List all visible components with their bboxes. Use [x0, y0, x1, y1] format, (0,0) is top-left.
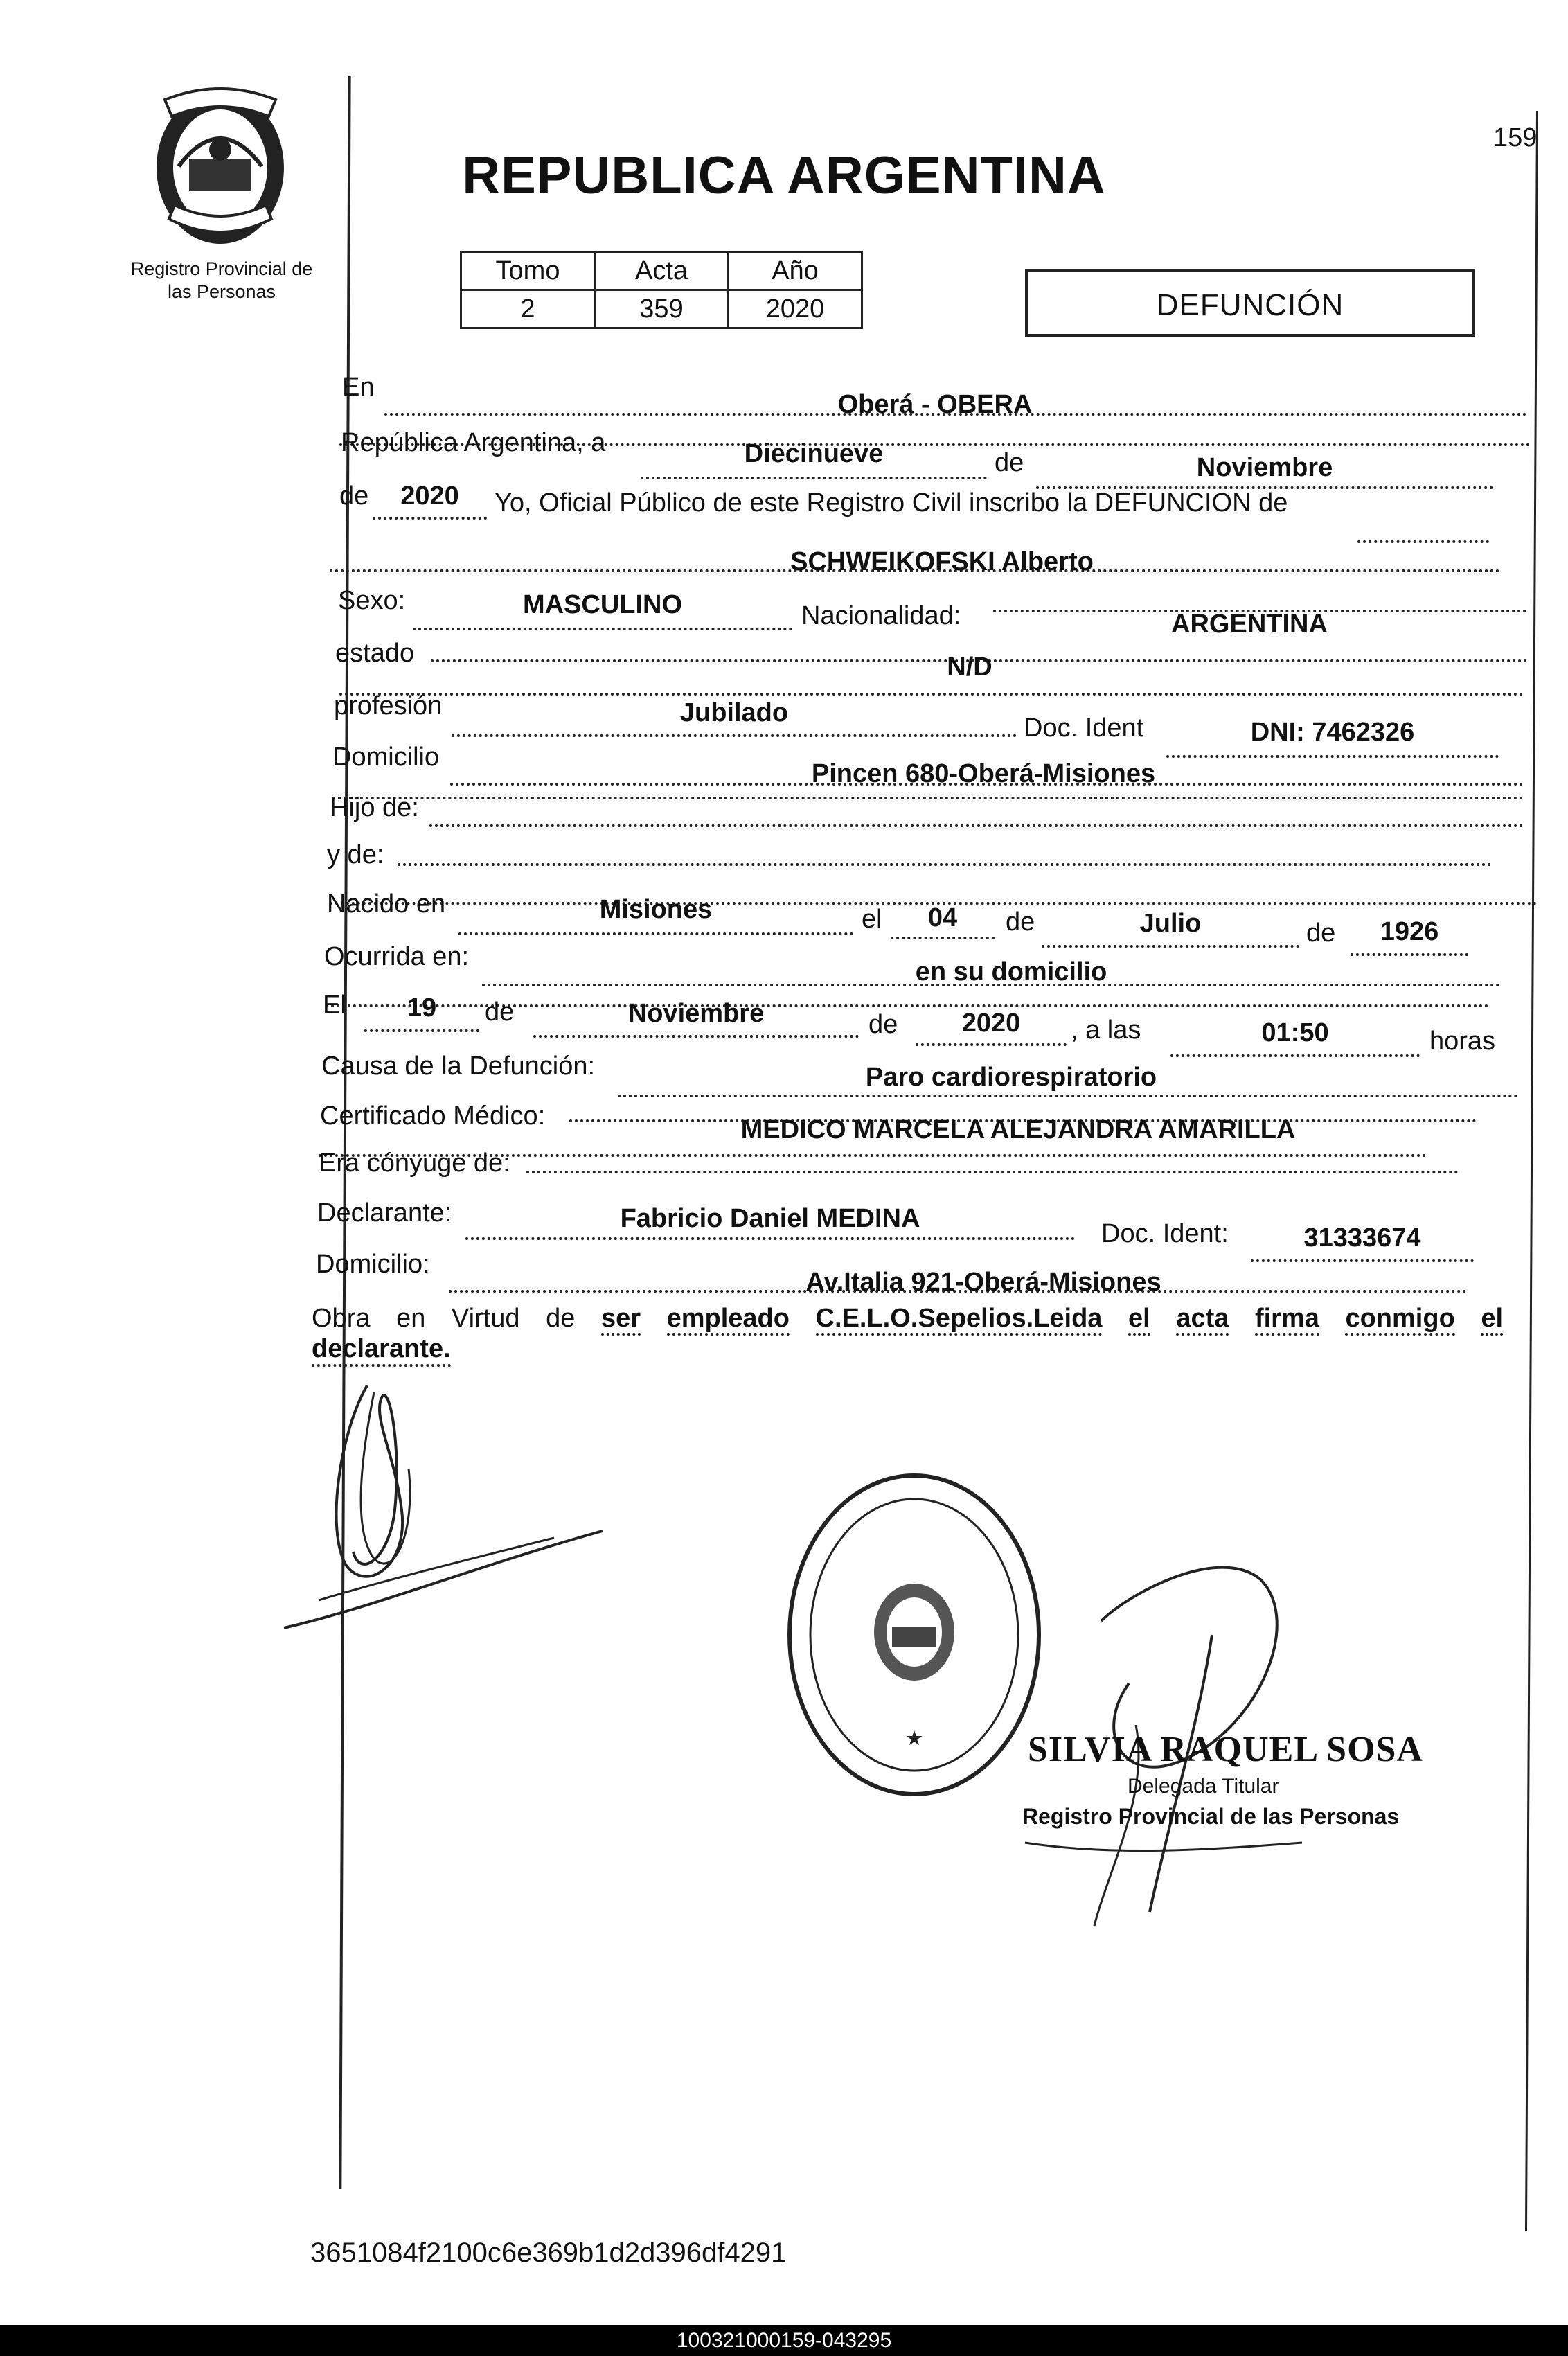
obra-word-3: Virtud [451, 1304, 520, 1333]
label-domicilio-declarante: Domicilio: [316, 1250, 430, 1279]
obra-value-3: C.E.L.O.Sepelios.Leida [816, 1304, 1103, 1336]
line-profesion [452, 734, 1017, 737]
official-name: SILVIA RAQUEL SOSA [1028, 1730, 1423, 1769]
svg-text:★: ★ [906, 1728, 923, 1748]
obra-value-end: declarante. [312, 1334, 451, 1367]
label-de-anio: de [339, 481, 369, 511]
line-fallec-anio [916, 1043, 1067, 1046]
obra-value-7: conmigo [1345, 1304, 1454, 1336]
value-nacido-mes: Julio [1139, 909, 1202, 938]
ref-value-anio: 2020 [729, 290, 862, 328]
label-nacido-en: Nacido en [327, 889, 446, 919]
ref-header-tomo: Tomo [461, 252, 595, 290]
line-domicilio-continued [332, 797, 1524, 799]
line-nacido-anio [1351, 953, 1468, 956]
value-declarante: Fabricio Daniel MEDINA [620, 1204, 920, 1233]
label-ocurrida-en: Ocurrida en: [324, 942, 470, 971]
obra-word-4: de [546, 1304, 576, 1333]
value-mes: Noviembre [1196, 453, 1333, 482]
value-estado: N/D [947, 653, 992, 682]
reference-table [460, 251, 863, 329]
label-de-mes: de [995, 448, 1024, 477]
value-fallec-mes: Noviembre [627, 999, 765, 1028]
obra-word-2: en [396, 1304, 426, 1333]
label-certificado: Certificado Médico: [320, 1101, 546, 1131]
label-doc-ident: Doc. Ident [1024, 714, 1144, 743]
ref-header-acta: Acta [595, 252, 729, 290]
page-number: 159 [1493, 123, 1538, 152]
value-fallec-dia: 19 [407, 993, 437, 1022]
line-declarante [465, 1237, 1075, 1240]
value-certificado: MEDICO MARCELA ALEJANDRA AMARILLA [740, 1115, 1296, 1144]
province-logo [151, 83, 289, 249]
value-fallec-anio: 2020 [961, 1009, 1021, 1038]
line-dia [641, 477, 987, 479]
obra-value-4: el [1128, 1304, 1150, 1336]
value-domicilio-declarante: Av.Italia 921-Oberá-Misiones [805, 1268, 1161, 1297]
label-conyuge: Era cónyuge de: [319, 1149, 510, 1178]
obra-value-5: acta [1176, 1304, 1229, 1336]
label-nacionalidad: Nacionalidad: [801, 601, 961, 630]
footer-id-bar: 100321000159-043295 [0, 2325, 1568, 2356]
label-horas: horas [1429, 1027, 1496, 1056]
line-nacido-en [458, 932, 853, 935]
line-causa [618, 1095, 1518, 1097]
right-margin-line [1525, 111, 1538, 2231]
line-yo-oficial-end [1357, 540, 1489, 543]
label-causa: Causa de la Defunción: [321, 1052, 596, 1081]
value-sexo: MASCULINO [522, 590, 683, 619]
official-stamp [783, 1469, 1046, 1801]
obra-value-2: empleado [667, 1304, 790, 1336]
official-organization: Registro Provincial de las Personas [1022, 1804, 1400, 1829]
value-nacido-dia: 04 [927, 903, 958, 932]
ref-value-tomo: 2 [461, 290, 595, 328]
document-title: REPUBLICA ARGENTINA [462, 146, 1106, 205]
label-yo-oficial: Yo, Oficial Público de este Registro Civil inscribo la DEFUNCION de [495, 488, 1288, 517]
line-fallec-mes [533, 1035, 859, 1038]
label-hijo-de: Hijo de: [330, 793, 419, 822]
declarant-signature [277, 1358, 637, 1649]
value-dia: Diecinueve [744, 439, 884, 468]
label-fallec-de-mes: de [485, 998, 515, 1027]
value-domicilio: Pincen 680-Oberá-Misiones [811, 759, 1156, 788]
ref-value-acta: 359 [595, 290, 729, 328]
value-profesion: Jubilado [679, 698, 789, 727]
obra-value-1: ser [601, 1304, 641, 1336]
label-republica-a: República Argentina, a [341, 428, 606, 457]
line-hora [1170, 1054, 1420, 1057]
official-role: Delegada Titular [1128, 1775, 1279, 1798]
value-anio: 2020 [400, 481, 459, 511]
label-fallec-de-anio: de [868, 1010, 898, 1039]
registry-name: Registro Provincial de las Personas [130, 258, 313, 302]
line-nacido-mes [1042, 945, 1299, 948]
value-nacido-anio: 1926 [1380, 917, 1439, 946]
obra-en-virtud-line [312, 1304, 1503, 1334]
value-ocurrida-en: en su domicilio [915, 957, 1107, 986]
label-profesion: profesión [334, 691, 443, 720]
obra-value-6: firma [1255, 1304, 1319, 1336]
value-doc-ident: DNI: 7462326 [1250, 718, 1415, 747]
line-anio [373, 517, 487, 520]
line-sexo [413, 628, 792, 630]
line-hijo-de [429, 824, 1524, 827]
label-nacido-de-mes: de [1006, 907, 1035, 937]
line-y-de [398, 863, 1492, 866]
obra-word-1: Obra [312, 1304, 371, 1333]
label-doc-ident-declarante: Doc. Ident: [1101, 1219, 1229, 1248]
value-causa: Paro cardiorespiratorio [865, 1063, 1157, 1092]
line-estado-continued [339, 693, 1524, 696]
line-fallec-dia [364, 1029, 479, 1032]
line-nacido-dia [891, 937, 995, 939]
label-sexo: Sexo: [338, 586, 406, 615]
value-nacido-en: Misiones [599, 895, 713, 924]
value-lugar: Oberá - OBERA [837, 390, 1033, 419]
line-declarante-doc [1251, 1259, 1474, 1262]
value-nacionalidad: ARGENTINA [1171, 610, 1328, 639]
value-declarante-doc: 31333674 [1303, 1223, 1421, 1252]
value-hora: 01:50 [1261, 1018, 1329, 1047]
line-doc-ident [1166, 755, 1499, 758]
label-declarante: Declarante: [317, 1198, 452, 1228]
label-domicilio: Domicilio [332, 743, 440, 772]
obra-value-8: el [1481, 1304, 1503, 1336]
record-type-box: DEFUNCIÓN [1025, 269, 1475, 337]
label-en: En [342, 373, 375, 402]
label-a-las: , a las [1071, 1016, 1141, 1045]
label-estado: estado [335, 639, 415, 668]
line-conyuge [526, 1171, 1459, 1173]
label-y-de: y de: [327, 840, 384, 869]
document-hash: 3651084f2100c6e369b1d2d396df4291 [310, 2238, 787, 2268]
label-el: El [323, 991, 346, 1020]
value-nombre: SCHWEIKOFSKI Alberto [790, 547, 1094, 576]
label-nacido-de-anio: de [1306, 919, 1336, 948]
label-nacido-el: el [862, 905, 882, 934]
ref-header-anio: Año [729, 252, 862, 290]
